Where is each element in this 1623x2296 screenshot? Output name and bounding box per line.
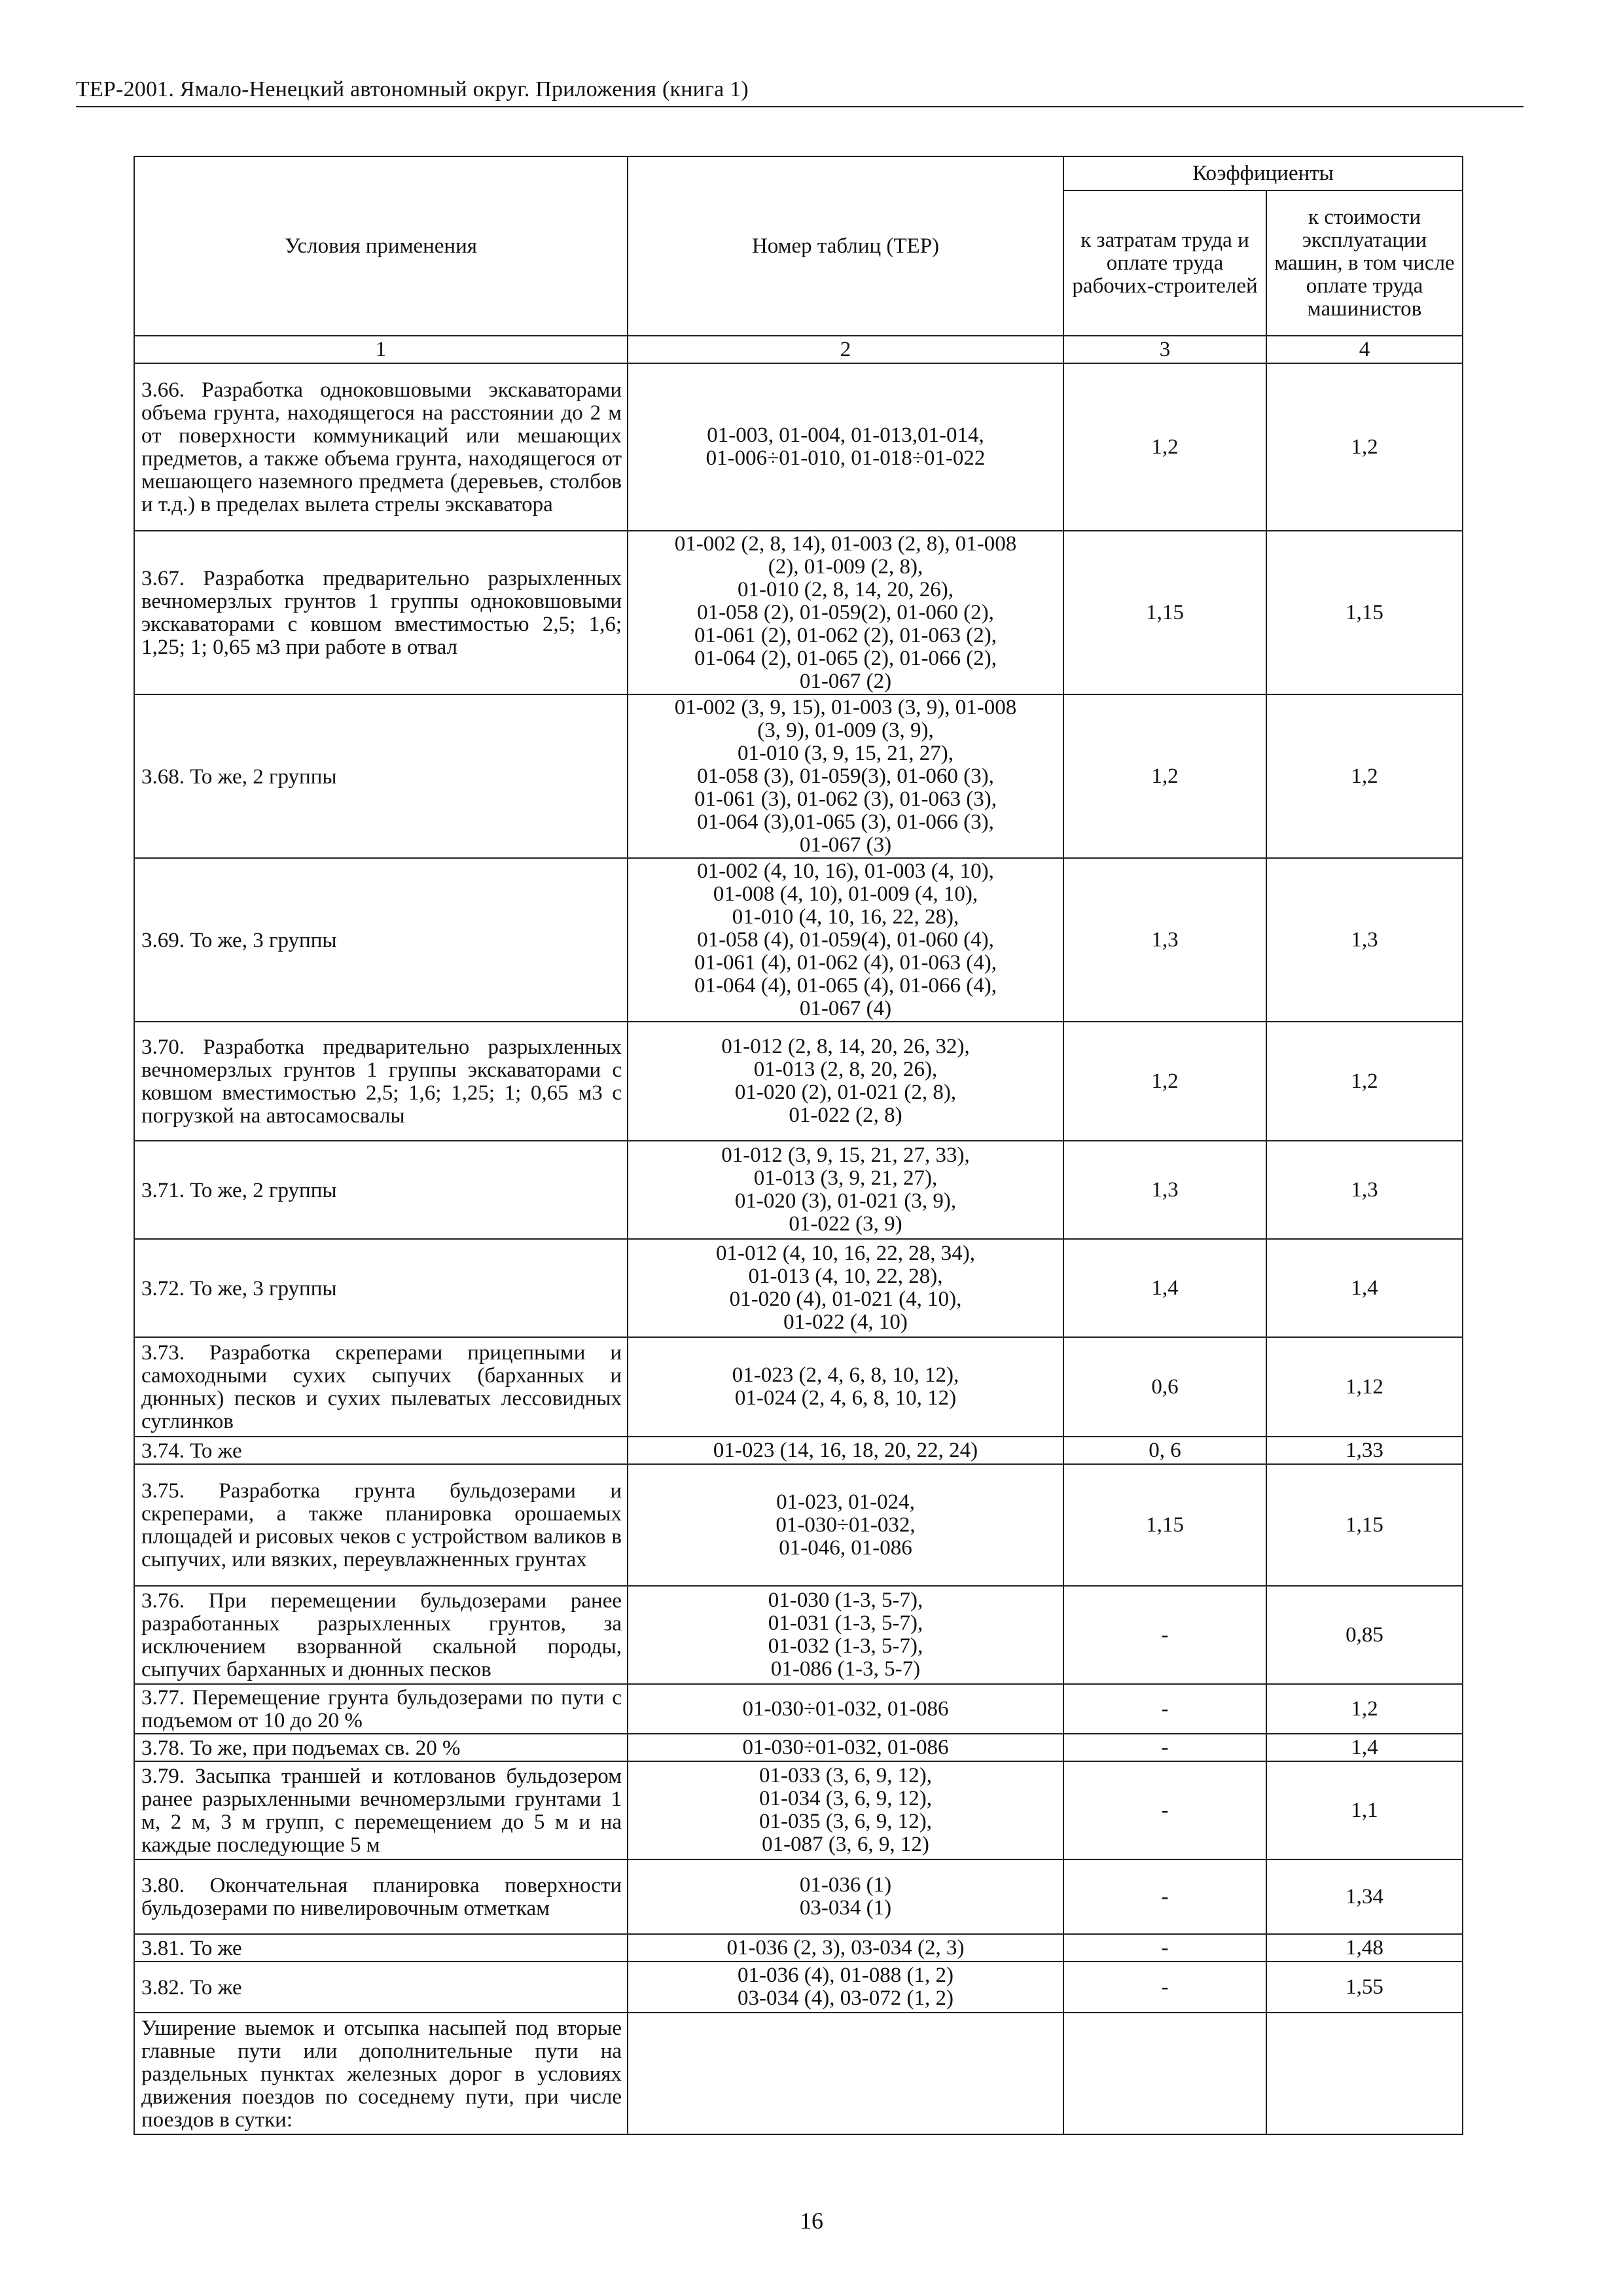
- labor-coefficient: 1,4: [1063, 1239, 1266, 1337]
- table-row: [134, 1859, 1463, 1934]
- table-row: [134, 2013, 1463, 2134]
- tables-cell: 01-030 (1-3, 5-7), 01-031 (1-3, 5-7), 01-032 (1-3, 5-7), 01-086 (1-3, 5-7): [628, 1586, 1063, 1684]
- labor-coefficient: 1,3: [1063, 858, 1266, 1022]
- table-row: [134, 694, 1463, 858]
- machines-coefficient: 1,15: [1266, 531, 1463, 694]
- table-row: [134, 1684, 1463, 1734]
- column-number: 1: [134, 336, 628, 363]
- machines-coefficient: 1,1: [1266, 1761, 1463, 1859]
- condition-cell: 3.77. Перемещение грунта бульдозерами по пути с подъемом от 10 до 20 %: [134, 1684, 628, 1734]
- machines-coefficient: 1,48: [1266, 1934, 1463, 1962]
- machines-coefficient: 1,12: [1266, 1337, 1463, 1437]
- tables-cell: 01-036 (1) 03-034 (1): [628, 1859, 1063, 1934]
- labor-coefficient: 1,2: [1063, 1022, 1266, 1141]
- machines-coefficient: 0,85: [1266, 1586, 1463, 1684]
- table-row: [134, 531, 1463, 694]
- condition-cell: 3.78. То же, при подъемах св. 20 %: [134, 1734, 628, 1761]
- tables-cell: 01-002 (4, 10, 16), 01-003 (4, 10), 01-008 (4, 10), 01-009 (4, 10), 01-010 (4, 10, 16, 22, 28), 01-058 (4), 01-059(4), 01-060 (4), 01-061 (4), 01-062 (4), 01-063 (4), 01-064 (4), 01-065 (4), 01-066 (4), 01-067 (4): [628, 858, 1063, 1022]
- table-row: [134, 1437, 1463, 1464]
- table-row: [134, 1239, 1463, 1337]
- condition-cell: 3.72. То же, 3 группы: [134, 1239, 628, 1337]
- labor-coefficient: -: [1063, 1684, 1266, 1734]
- labor-coefficient: -: [1063, 1734, 1266, 1761]
- header-coefficients: Коэффициенты: [1063, 156, 1463, 190]
- condition-cell: 3.69. То же, 3 группы: [134, 858, 628, 1022]
- machines-coefficient: [1266, 2013, 1463, 2134]
- machines-coefficient: 1,2: [1266, 694, 1463, 858]
- tables-cell: [628, 2013, 1063, 2134]
- tables-cell: 01-033 (3, 6, 9, 12), 01-034 (3, 6, 9, 12), 01-035 (3, 6, 9, 12), 01-087 (3, 6, 9, 12): [628, 1761, 1063, 1859]
- machines-coefficient: 1,4: [1266, 1239, 1463, 1337]
- tables-cell: 01-030÷01-032, 01-086: [628, 1734, 1063, 1761]
- tables-cell: 01-003, 01-004, 01-013,01-014, 01-006÷01-010, 01-018÷01-022: [628, 363, 1063, 531]
- condition-cell: 3.79. Засыпка траншей и котлованов бульдозером ранее разрыхленными вечномерзлыми грунтами 1 м, 2 м, 3 м групп, с перемещением до 5 м и на каждые последующие 5 м: [134, 1761, 628, 1859]
- tables-cell: 01-012 (4, 10, 16, 22, 28, 34), 01-013 (4, 10, 22, 28), 01-020 (4), 01-021 (4, 10), 01-022 (4, 10): [628, 1239, 1063, 1337]
- condition-cell: 3.76. При перемещении бульдозерами ранее разработанных разрыхленных грунтов, за исключением взорванной скальной породы, сыпучих барханных и дюнных песков: [134, 1586, 628, 1684]
- condition-cell: 3.75. Разработка грунта бульдозерами и скреперами, а также планировка орошаемых площадей и рисовых чеков с устройством валиков в сыпучих, или вязких, переувлажненных грунтах: [134, 1464, 628, 1586]
- tables-cell: 01-030÷01-032, 01-086: [628, 1684, 1063, 1734]
- table-row: [134, 1934, 1463, 1962]
- labor-coefficient: 1,2: [1063, 363, 1266, 531]
- labor-coefficient: 1,15: [1063, 1464, 1266, 1586]
- tables-cell: 01-023 (14, 16, 18, 20, 22, 24): [628, 1437, 1063, 1464]
- machines-coefficient: 1,33: [1266, 1437, 1463, 1464]
- table-row: [134, 1761, 1463, 1859]
- page-number: 16: [800, 2208, 823, 2234]
- table-row: [134, 363, 1463, 531]
- table-row: [134, 858, 1463, 1022]
- labor-coefficient: 0,6: [1063, 1337, 1266, 1437]
- condition-cell: 3.80. Окончательная планировка поверхности бульдозерами по нивелировочным отметкам: [134, 1859, 628, 1934]
- running-header: ТЕР-2001. Ямало-Ненецкий автономный округ. Приложения (книга 1): [76, 77, 749, 101]
- condition-cell: Уширение выемок и отсыпка насыпей под вторые главные пути или дополнительные пути на раздельных пунктах железных дорог в условиях движения поездов по соседнему пути, при числе поездов в сутки:: [134, 2013, 628, 2134]
- condition-cell: 3.68. То же, 2 группы: [134, 694, 628, 858]
- table-row: [134, 1337, 1463, 1437]
- header-labor: к затратам труда и оплате труда рабочих-строителей: [1063, 190, 1266, 336]
- labor-coefficient: 1,3: [1063, 1141, 1266, 1239]
- table-row: [134, 1022, 1463, 1141]
- labor-coefficient: -: [1063, 1586, 1266, 1684]
- condition-cell: 3.74. То же: [134, 1437, 628, 1464]
- tables-cell: 01-036 (4), 01-088 (1, 2) 03-034 (4), 03-072 (1, 2): [628, 1962, 1063, 2013]
- table-row: [134, 1586, 1463, 1684]
- machines-coefficient: 1,2: [1266, 1684, 1463, 1734]
- labor-coefficient: 1,2: [1063, 694, 1266, 858]
- machines-coefficient: 1,4: [1266, 1734, 1463, 1761]
- tables-cell: 01-002 (2, 8, 14), 01-003 (2, 8), 01-008 (2), 01-009 (2, 8), 01-010 (2, 8, 14, 20, 26), 01-058 (2), 01-059(2), 01-060 (2), 01-061 (2), 01-062 (2), 01-063 (2), 01-064 (2), 01-065 (2), 01-066 (2), 01-067 (2): [628, 531, 1063, 694]
- tables-cell: 01-002 (3, 9, 15), 01-003 (3, 9), 01-008 (3, 9), 01-009 (3, 9), 01-010 (3, 9, 15, 21, 27), 01-058 (3), 01-059(3), 01-060 (3), 01-061 (3), 01-062 (3), 01-063 (3), 01-064 (3),01-065 (3), 01-066 (3), 01-067 (3): [628, 694, 1063, 858]
- machines-coefficient: 1,2: [1266, 1022, 1463, 1141]
- condition-cell: 3.73. Разработка скреперами прицепными и самоходными сухих сыпучих (барханных и дюнных) песков и сухих пылеватых лессовидных суглинков: [134, 1337, 628, 1437]
- machines-coefficient: 1,3: [1266, 858, 1463, 1022]
- header-tables: Номер таблиц (ТЕР): [628, 156, 1063, 336]
- labor-coefficient: -: [1063, 1761, 1266, 1859]
- header-machines: к стоимости эксплуатации машин, в том числе оплате труда машинистов: [1266, 190, 1463, 336]
- machines-coefficient: 1,34: [1266, 1859, 1463, 1934]
- condition-cell: 3.81. То же: [134, 1934, 628, 1962]
- header-conditions: Условия применения: [134, 156, 628, 336]
- tables-cell: 01-023 (2, 4, 6, 8, 10, 12), 01-024 (2, 4, 6, 8, 10, 12): [628, 1337, 1063, 1437]
- header-rule: [76, 106, 1524, 107]
- condition-cell: 3.82. То же: [134, 1962, 628, 2013]
- tables-cell: 01-012 (3, 9, 15, 21, 27, 33), 01-013 (3, 9, 21, 27), 01-020 (3), 01-021 (3, 9), 01-022 (3, 9): [628, 1141, 1063, 1239]
- condition-cell: 3.67. Разработка предварительно разрыхленных вечномерзлых грунтов 1 группы одноковшовыми экскаваторами с ковшом вместимостью 2,5; 1,6; 1,25; 1; 0,65 м3 при работе в отвал: [134, 531, 628, 694]
- condition-cell: 3.70. Разработка предварительно разрыхленных вечномерзлых грунтов 1 группы экскаваторами с ковшом вместимостью 2,5; 1,6; 1,25; 1; 0,65 м3 с погрузкой на автосамосвалы: [134, 1022, 628, 1141]
- tables-cell: 01-036 (2, 3), 03-034 (2, 3): [628, 1934, 1063, 1962]
- table-row: [134, 1464, 1463, 1586]
- labor-coefficient: 1,15: [1063, 531, 1266, 694]
- table-row: [134, 1962, 1463, 2013]
- condition-cell: 3.66. Разработка одноковшовыми экскаваторами объема грунта, находящегося на расстоянии до 2 м от поверхности коммуникаций или мешающих предметов, а также объема грунта, находящегося от мешающего наземного предмета (деревьев, столбов и т.д.) в пределах вылета стрелы экскаватора: [134, 363, 628, 531]
- condition-cell: 3.71. То же, 2 группы: [134, 1141, 628, 1239]
- labor-coefficient: [1063, 2013, 1266, 2134]
- coefficients-table: [134, 156, 1463, 2135]
- labor-coefficient: -: [1063, 1934, 1266, 1962]
- machines-coefficient: 1,2: [1266, 363, 1463, 531]
- labor-coefficient: -: [1063, 1962, 1266, 2013]
- labor-coefficient: 0, 6: [1063, 1437, 1266, 1464]
- machines-coefficient: 1,15: [1266, 1464, 1463, 1586]
- machines-coefficient: 1,3: [1266, 1141, 1463, 1239]
- tables-cell: 01-012 (2, 8, 14, 20, 26, 32), 01-013 (2, 8, 20, 26), 01-020 (2), 01-021 (2, 8), 01-022 (2, 8): [628, 1022, 1063, 1141]
- column-number: 3: [1063, 336, 1266, 363]
- column-number: 4: [1266, 336, 1463, 363]
- column-number: 2: [628, 336, 1063, 363]
- machines-coefficient: 1,55: [1266, 1962, 1463, 2013]
- tables-cell: 01-023, 01-024, 01-030÷01-032, 01-046, 01-086: [628, 1464, 1063, 1586]
- table-row: [134, 1734, 1463, 1761]
- table-row: [134, 1141, 1463, 1239]
- labor-coefficient: -: [1063, 1859, 1266, 1934]
